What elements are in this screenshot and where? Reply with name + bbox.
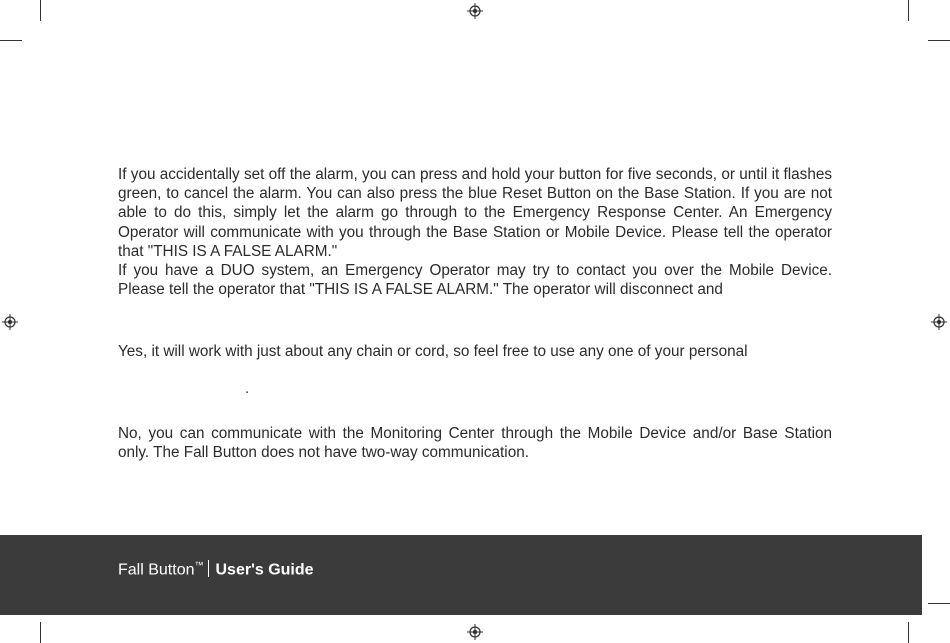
footer-bar [0,535,922,615]
crop-mark [928,40,950,41]
crop-mark [0,40,22,41]
registration-mark-icon [467,624,483,640]
stray-mark: . [245,380,250,397]
chain-cord-paragraph: Yes, it will work with just about any chain or cord, so feel free to use any one of your personal [118,343,748,360]
product-name: Fall Button [118,561,195,579]
footer-title [118,560,314,579]
footer-divider [208,560,209,577]
crop-mark [908,622,909,643]
registration-mark-icon [467,3,483,19]
registration-mark-icon [931,314,947,330]
duo-system-paragraph: If you have a DUO system, an Emergency Operator may try to contact you over the Mobile Device. Please tell the operator that "THIS IS A FALSE ALARM." The operator will disconnect and [118,262,832,299]
false-alarm-paragraph: If you accidentally set off the alarm, you can press and hold your button for five seconds, or until it flashes green, to cancel the alarm. You can also press the blue Reset Button on the Base Station. If you are not able to do this, simply let the alarm go through to the Emergency Response Center. An Emergency Operator will communicate with you through the Base Station or Mobile Device. Please tell the operator that "THIS IS A FALSE ALARM." [118,166,832,260]
two-way-communication-paragraph: No, you can communicate with the Monitoring Center through the Mobile Device and/or Base Station only. The Fall Button does not have two-way communication. [118,425,832,462]
crop-mark [928,603,950,604]
trademark-symbol: ™ [194,560,204,570]
crop-mark [908,0,909,21]
crop-mark [40,0,41,21]
registration-mark-icon [2,314,18,330]
guide-title: User's Guide [215,561,314,579]
crop-mark [40,622,41,643]
